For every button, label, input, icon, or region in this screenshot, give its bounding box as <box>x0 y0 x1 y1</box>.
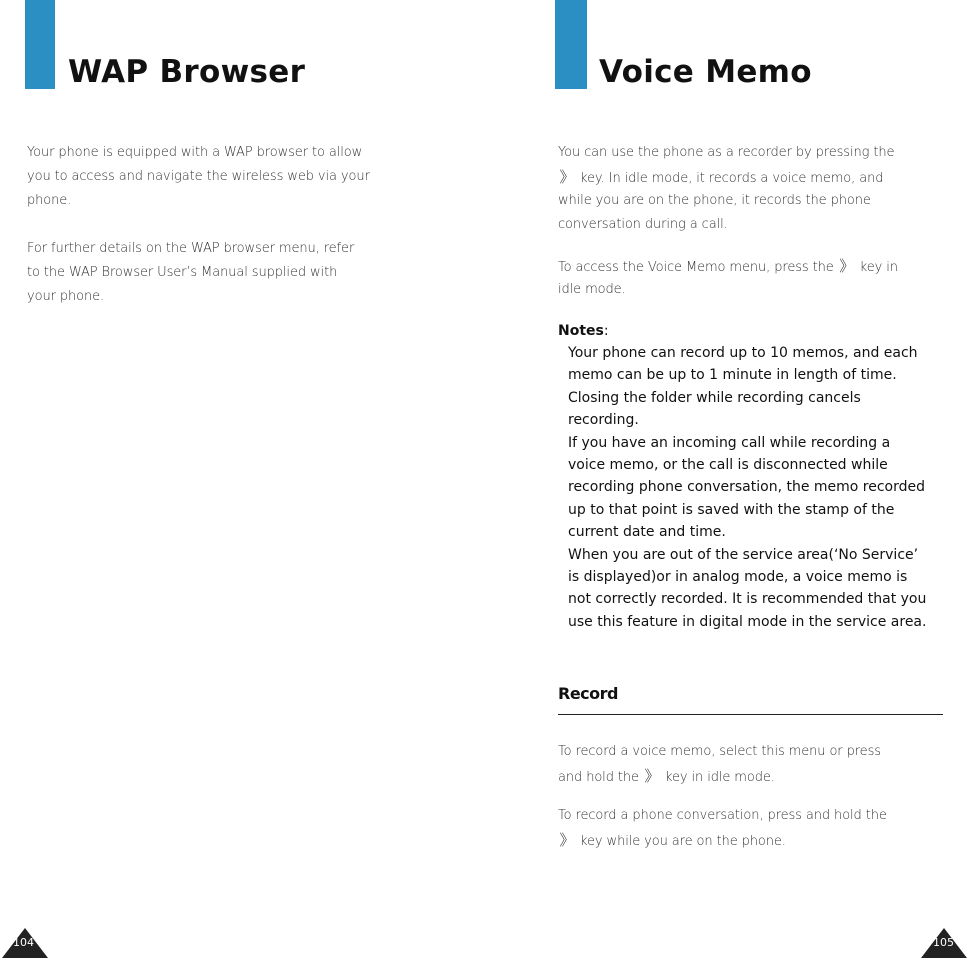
page-title-right: Voice Memo <box>599 54 812 90</box>
text-line: Closing the folder while recording cancels <box>568 389 861 406</box>
text-span: key. In idle mode, it records a voice memo, and <box>580 171 884 186</box>
text-line: conversation during a call. <box>558 217 728 232</box>
text-span: and hold the <box>558 770 639 785</box>
text-span: key in idle mode. <box>665 770 775 785</box>
notes-label: Notes <box>558 323 604 339</box>
text-line: use this feature in digital mode in the service area. <box>568 613 927 630</box>
text-line: voice memo, or the call is disconnected while <box>568 456 888 473</box>
text-line: memo can be up to 1 minute in length of time. <box>568 367 897 384</box>
text-span: To access the Voice Memo menu, press the <box>558 260 834 275</box>
text-span: key while you are on the phone. <box>580 834 786 849</box>
text-line: You can use the phone as a recorder by pressing the <box>558 145 895 160</box>
text-line: When you are out of the service area(‘No Service’ <box>568 546 919 563</box>
note-item <box>558 544 948 634</box>
text-line: is displayed)or in analog mode, a voice memo is <box>568 568 908 585</box>
record-paragraph-2 <box>558 804 887 852</box>
section-divider <box>558 714 943 715</box>
text-span: key in <box>859 260 898 275</box>
notes-colon: : <box>603 323 609 339</box>
text-line: If you have an incoming call while recording a <box>568 434 891 451</box>
memo-key-icon: 》 <box>644 767 660 785</box>
text-line: Your phone can record up to 10 memos, and each <box>568 345 918 361</box>
section-tab-right <box>555 0 587 89</box>
access-paragraph <box>558 254 898 302</box>
text-line: to the WAP Browser User’s Manual supplied with <box>27 265 338 280</box>
text-line: For further details on the WAP browser menu, refer <box>27 241 355 256</box>
text-line: recording phone conversation, the memo recorded <box>568 479 926 496</box>
text-line: not correctly recorded. It is recommended that you <box>568 591 927 608</box>
section-tab-left <box>25 0 55 89</box>
record-heading: Record <box>558 684 618 703</box>
left-paragraph-2 <box>27 237 354 309</box>
page-number-right: 105 <box>933 936 954 949</box>
record-paragraph-1 <box>558 740 881 788</box>
text-line <box>558 764 881 788</box>
text-line: To record a voice memo, select this menu or press <box>558 744 881 759</box>
intro-paragraph <box>558 141 894 237</box>
text-line: Your phone is equipped with a WAP browser to allow <box>27 145 363 160</box>
notes-heading <box>558 320 948 342</box>
text-line: phone. <box>27 193 72 208</box>
text-line: recording. <box>568 412 639 429</box>
text-line: idle mode. <box>558 282 626 297</box>
note-item <box>558 432 948 544</box>
left-paragraph-1 <box>27 141 370 213</box>
note-item <box>558 342 948 387</box>
page-title-left: WAP Browser <box>68 54 306 90</box>
memo-key-icon: 》 <box>839 257 855 275</box>
text-line: current date and time. <box>568 524 726 541</box>
text-line <box>558 165 894 189</box>
text-line: you to access and navigate the wireless web via your <box>27 169 370 184</box>
text-line <box>558 254 898 278</box>
text-line: while you are on the phone, it records the phone <box>558 193 871 208</box>
text-line: To record a phone conversation, press and hold the <box>558 808 887 823</box>
notes-section <box>558 320 948 633</box>
memo-key-icon: 》 <box>559 168 575 186</box>
text-line <box>558 828 887 852</box>
text-line: up to that point is saved with the stamp of the <box>568 501 895 518</box>
note-item <box>558 387 948 432</box>
text-line: your phone. <box>27 289 105 304</box>
page-number-left: 104 <box>13 936 34 949</box>
memo-key-icon: 》 <box>559 831 575 849</box>
